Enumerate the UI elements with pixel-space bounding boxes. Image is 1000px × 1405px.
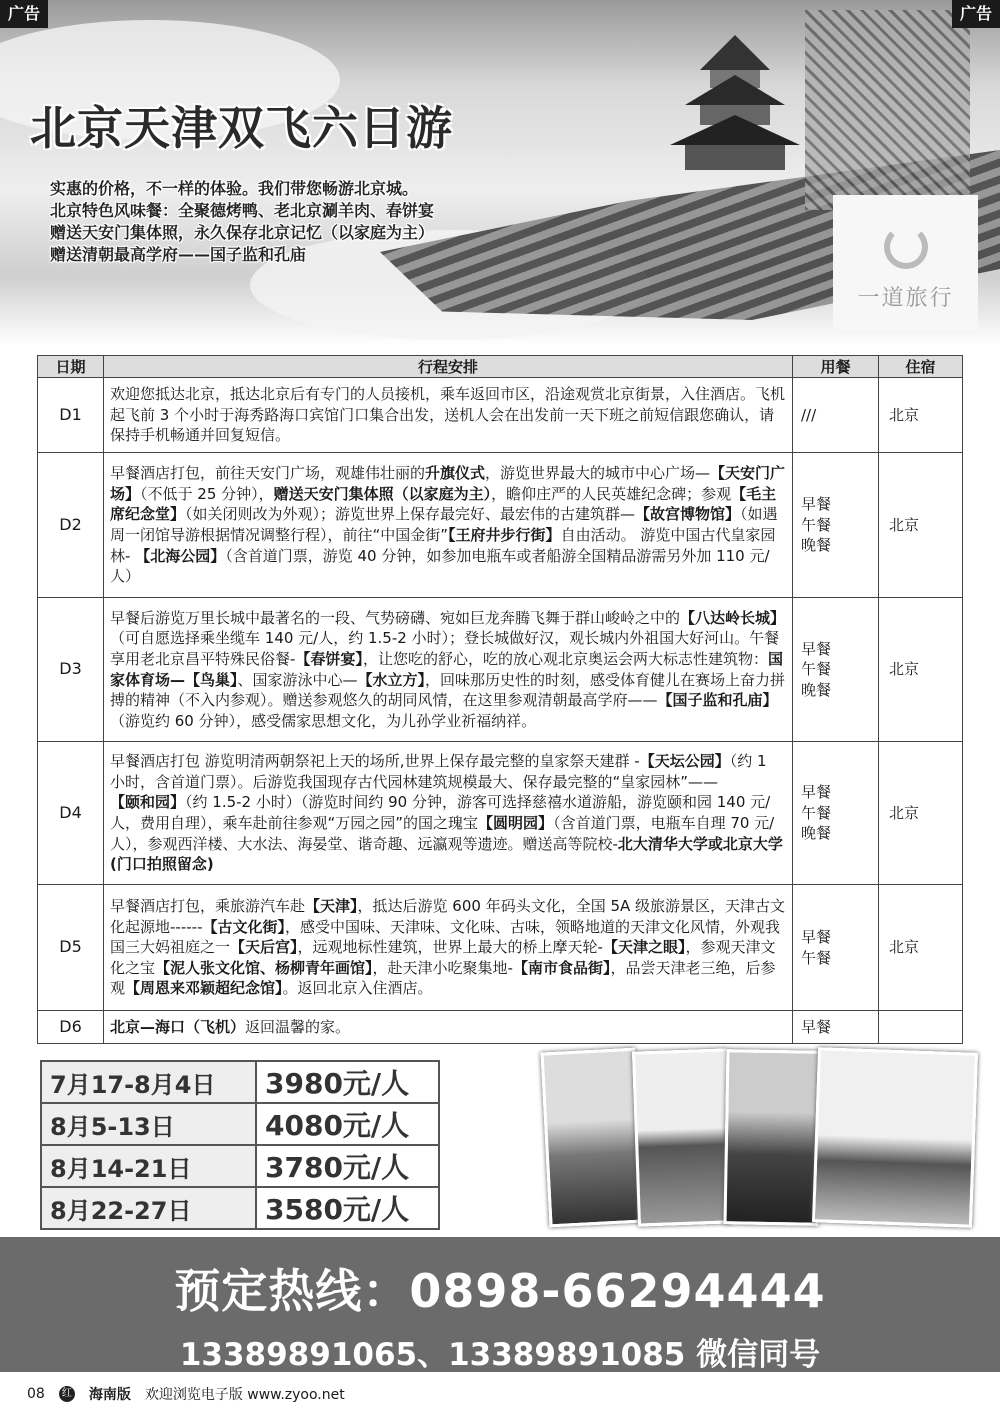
price-price: 4080元/人 [256,1103,439,1145]
header-plan: 行程安排 [104,356,793,378]
highlight-text: 【春饼宴】 [295,649,363,668]
highlight-text: 【天坛公园】 [639,752,730,771]
plan-text: （含首道门票，游览 40 分钟，如参加电瓶车或者船游全国精品游需另外加 110 元/人） [110,546,770,586]
edition-badge-icon: 红 [59,1386,75,1402]
plan-text: 。返回北京入住酒店。 [282,979,433,998]
ad-tag-left: 广告 [0,0,48,28]
hotline-number: 预定热线：0898-66294444 [174,1264,826,1318]
highlight-text: 【天安门广场】 [110,464,786,503]
itinerary-table [37,355,963,1044]
temple-of-heaven-graphic [660,30,810,170]
day-cell: D2 [38,453,104,598]
price-dates: 8月5-13日 [41,1103,256,1145]
price-dates: 8月14-21日 [41,1145,256,1187]
plan-text: ，参观天津文化之宝 [110,938,776,977]
plan-cell [104,378,793,453]
price-row [41,1103,439,1145]
highlight-text: 【王府井步行街】 [448,526,561,544]
highlight-text: 【颐和园】 [110,793,186,812]
price-row [41,1061,439,1103]
photo-summer-palace [723,1049,821,1226]
header-hotel: 住宿 [879,356,963,378]
plan-text: 早餐酒店打包，前往天安门广场，观雄伟壮丽的 [110,464,426,483]
plan-text: 早餐酒店打包，乘旅游汽车赴 [110,897,306,916]
plan-text: ，瞻仰庄严的人民英雄纪念碑；参观 [491,484,732,503]
highlight-text: 【圆明园】 [478,814,554,832]
edition-name: 海南版 [88,1387,131,1403]
slogan: 北京特色风味餐：全聚德烤鸭、老北京涮羊肉、春饼宴 [50,201,435,220]
slogan: 实惠的价格，不一样的体验。我们带您畅游北京城。 [50,179,419,198]
plan-text: ，回味那历史性的时刻，感受体育健儿在赛场上奋力拼搏的精神（不入内参观）。赠送参观悠久的胡同风情，在这里参观清朝最高学府—— [110,670,786,710]
plan-text: 、国家游泳中心— [237,670,358,689]
highlight-text: 【泥人张文化馆、杨柳青年画馆】 [155,958,373,977]
table-row [38,1011,963,1044]
meal-cell: 早餐 [793,1011,879,1044]
table-row [38,378,963,453]
ad-tag-right: 广告 [952,0,1000,28]
plan-text: 自由活动。 游览中国古代皇家园林- [110,526,776,565]
hotel-cell: 北京 [879,453,963,598]
day-cell: D6 [38,1011,104,1044]
plan-text: 欢迎您抵达北京，抵达北京后有专门的人员接机，乘车返回市区，沿途观赏北京街景，入住酒店。飞机起飞前 3 个小时于海秀路海口宾馆门口集合出发，送机人会在出发前一天下班之前短信跟您确认，请保持手机畅通并回复短信。 [110,385,786,445]
page-footer [27,1384,345,1404]
photo-temple [540,1048,644,1228]
plan-text: 早餐酒店打包 游览明清两朝祭祀上天的场所,世界上保存最完整的皇家祭天建群 - [110,752,640,771]
hotel-cell: 北京 [879,742,963,885]
plan-text: ，让您吃的舒心，吃的放心观北京奥运会两大标志性建筑物： [362,649,768,668]
plan-text: ，远观地标性建筑，世界上最大的桥上摩天轮- [297,938,603,957]
plan-cell [104,885,793,1011]
highlight-text: 【天津】 [305,897,358,916]
highlight-text: 升旗仪式 [425,464,486,483]
day-cell: D3 [38,598,104,742]
header-day: 日期 [38,356,104,378]
footer-text: 欢迎浏览电子版 www.zyoo.net [144,1387,345,1403]
plan-text: ，抵达后游览 600 年码头文化，全国 5A 级旅游景区，天津古文化起源地------ [110,897,786,936]
table-row [38,742,963,885]
plan-cell [104,598,793,742]
highlight-text: 【故宫博物馆】 [635,505,741,524]
hotel-cell: 北京 [879,598,963,742]
plan-text: （如遇周一闭馆导游根据情况调整行程），前往“中国金街” [110,505,778,544]
slogan-list [50,178,434,266]
hotline-banner [0,1237,1000,1372]
page-number: 08 [27,1386,45,1402]
plan-text: ，游览世界最大的城市中心广场— [485,464,711,483]
meal-cell: 早餐 午餐 [793,885,879,1011]
plan-text: （约 1 小时，含首道门票）。后游览我国现存古代园林建筑规模最大、保存最完整的“皇家园林”—— [110,752,767,791]
photo-collage [545,1050,985,1228]
highlight-text: 【古文化街】 [202,917,285,936]
price-price: 3980元/人 [256,1061,439,1103]
highlight-text: 【周恩来邓颖超纪念馆】 [125,979,283,998]
price-price: 3780元/人 [256,1145,439,1187]
header-meal: 用餐 [793,356,879,378]
day-cell: D1 [38,378,104,453]
photo-lake [632,1048,733,1226]
plan-cell [104,742,793,885]
highlight-text: 【天津之眼】 [602,938,686,957]
meal-cell: 早餐 午餐 晚餐 [793,598,879,742]
hotel-cell [879,1011,963,1044]
table-row [38,453,963,598]
highlight-text: 赠送天安门集体照（以家庭为主） [273,484,492,503]
table-row [38,598,963,742]
plan-text: ，品尝天津老三绝，后参观 [110,958,776,998]
day-cell: D4 [38,742,104,885]
highlight-text: 【水立方】 [357,670,426,689]
meal-cell: 早餐 午餐 晚餐 [793,742,879,885]
highlight-text: 【北海公园】 [135,546,226,565]
mobile-numbers: 13389891065、13389891085 微信同号 [179,1337,821,1373]
highlight-text: 【八达岭长城】 [680,608,786,627]
plan-text: （如关闭则改为外观）；游览世界上保存最完好、最宏伟的古建筑群— [185,505,636,524]
price-dates: 7月17-8月4日 [41,1061,256,1103]
price-row [41,1145,439,1187]
meal-cell: 早餐 午餐 晚餐 [793,453,879,598]
highlight-text: 北大清华大学或北京大学(门口拍照留念) [110,834,783,874]
hotel-cell: 北京 [879,378,963,453]
plan-text: ，感受中国味、天津味、文化味、古味，领略地道的天津文化风情，外观我国三大妈祖庭之一 [110,917,781,957]
price-row [41,1187,439,1229]
plan-cell [104,453,793,598]
cctv-tower-graphic [805,10,970,210]
plan-text: 早餐后游览万里长城中最著名的一段、气势磅礴、宛如巨龙奔腾飞舞于群山峻岭之中的 [110,608,681,627]
highlight-text: 北京—海口（飞机） [110,1017,246,1036]
plan-text: （含首道门票，电瓶车自理 70 元/人），参观西洋楼、大水法、海晏堂、谐奇趣、远瀛观等遗迹。赠送高等院校- [110,814,775,853]
highlight-text: 【天后宫】 [230,938,298,957]
plan-text: （可自愿选择乘坐缆车 140 元/人，约 1.5-2 小时）；登长城做好汉，观长城内外祖国大好河山。午餐享用老北京昌平特殊民俗餐- [110,629,780,668]
slogan: 赠送清朝最高学府——国子监和孔庙 [50,245,307,264]
page-title: 北京天津双飞六日游 [30,101,453,155]
plan-text: （不低于 25 分钟）， [140,484,274,503]
plan-text: 返回温馨的家。 [245,1017,351,1036]
highlight-text: 【国子监和孔庙】 [657,691,778,710]
slogan: 赠送天安门集体照，永久保存北京记忆（以家庭为主） [50,223,435,242]
photo-forbidden-city [812,1047,978,1227]
hotel-cell: 北京 [879,885,963,1011]
plan-text: （游览约 60 分钟），感受儒家思想文化，为儿孙学业祈福纳祥。 [110,711,537,730]
price-dates: 8月22-27日 [41,1187,256,1229]
table-header-row [38,356,963,378]
plan-text: ，赴天津小吃聚集地- [372,958,513,977]
day-cell: D5 [38,885,104,1011]
table-row [38,885,963,1011]
logo-icon [884,225,928,269]
meal-cell: /// [793,378,879,453]
plan-text: （约 1.5-2 小时）（游览时间约 90 分钟，游客可选择慈禧水道游船，游览颐和园 140 元/人，费用自理），乘车赴前往参观“万园之园”的国之瑰宝 [110,793,771,832]
price-price: 3580元/人 [256,1187,439,1229]
brand-logo [833,195,978,330]
plan-cell [104,1011,793,1044]
highlight-text: 【毛主席纪念堂】 [110,484,777,524]
highlight-text: 国家体育场—【鸟巢】 [110,649,783,689]
logo-name: 一道旅行 [857,286,954,311]
price-table [40,1060,440,1230]
highlight-text: 【南市食品街】 [512,958,611,977]
